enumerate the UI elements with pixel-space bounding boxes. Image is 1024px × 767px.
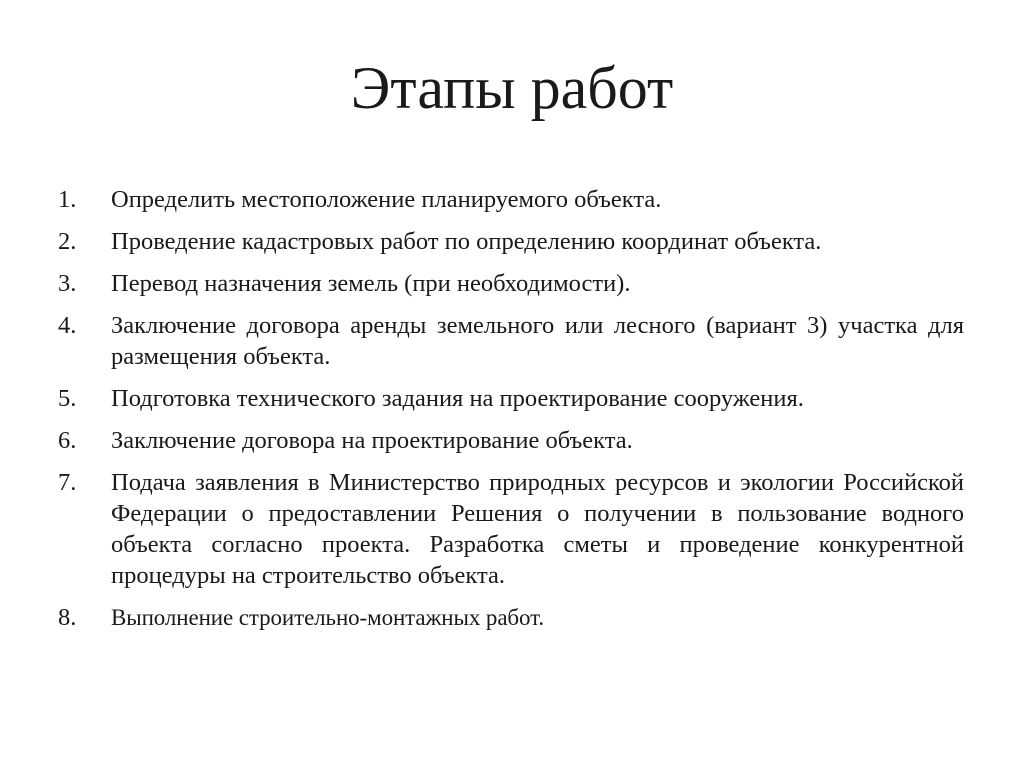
step-text: Определить местоположение планируемого объекта.	[111, 186, 662, 213]
step-item-7	[58, 467, 964, 591]
step-item-4	[58, 310, 964, 372]
steps-list	[58, 184, 964, 644]
step-item-2	[58, 226, 964, 257]
step-number: 6.	[58, 427, 77, 454]
step-text: Выполнение строительно-монтажных работ.	[111, 605, 544, 630]
step-item-8	[58, 602, 964, 633]
step-number: 1.	[58, 186, 77, 213]
step-number: 8.	[58, 604, 77, 631]
step-item-1	[58, 184, 964, 215]
step-number: 3.	[58, 270, 77, 297]
step-number: 5.	[58, 385, 77, 412]
step-text: Перевод назначения земель (при необходимости).	[111, 270, 631, 297]
step-number: 4.	[58, 312, 77, 339]
step-item-3	[58, 268, 964, 299]
step-number: 2.	[58, 228, 77, 255]
step-text: Проведение кадастровых работ по определению координат объекта.	[111, 228, 822, 255]
slide-title: Этапы работ	[350, 55, 674, 121]
step-number: 7.	[58, 469, 77, 496]
step-item-5	[58, 383, 964, 414]
step-item-6	[58, 425, 964, 456]
step-text: Подготовка технического задания на проектирование сооружения.	[111, 385, 804, 412]
step-text: Подача заявления в Министерство природных ресурсов и экологии Российской Федерации о предоставлении Решения о получении в пользование водного объекта согласно проекта. Разработка сметы и проведение конкурентной процедуры на строительство объекта.	[111, 469, 964, 589]
step-text: Заключение договора аренды земельного или лесного (вариант 3) участка для размещения объекта.	[111, 312, 964, 370]
step-text: Заключение договора на проектирование объекта.	[111, 427, 633, 454]
